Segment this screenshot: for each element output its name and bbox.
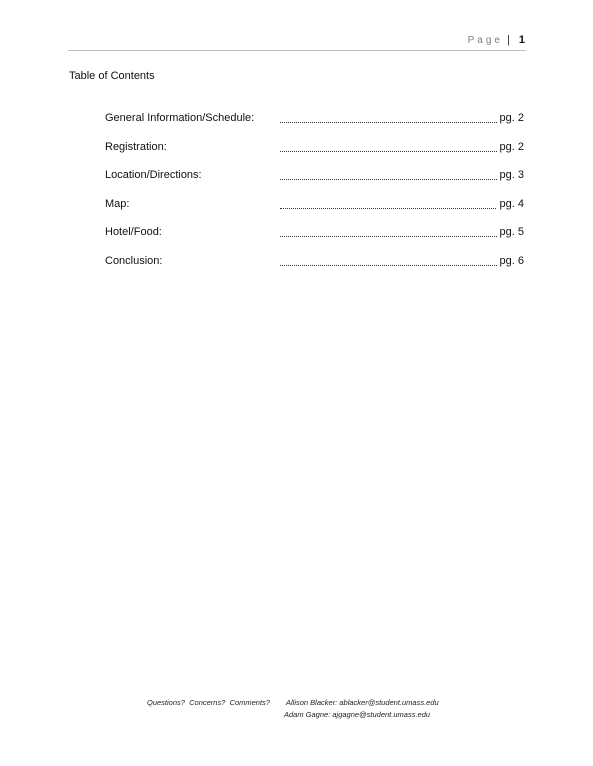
- toc-dot-leader: [280, 235, 497, 237]
- toc-dot-leader: [280, 264, 497, 266]
- toc-entry-label: Registration:: [105, 140, 167, 153]
- toc-entry-page: pg. 4: [499, 197, 524, 210]
- toc-dot-leader: [280, 207, 496, 209]
- footer-questions: Questions? Concerns? Comments?: [147, 698, 270, 707]
- toc-entry-label: Conclusion:: [105, 254, 163, 267]
- toc-entry-page: pg. 5: [499, 226, 524, 239]
- toc-entry[interactable]: [105, 226, 525, 255]
- page-label: Page: [467, 35, 503, 46]
- page-number: 1: [518, 34, 525, 46]
- toc-entry[interactable]: [105, 169, 525, 198]
- page-separator: |: [507, 34, 510, 46]
- toc-entry-page: pg. 2: [499, 112, 524, 124]
- toc-dot-leader: [280, 150, 497, 152]
- toc-title: Table of Contents: [69, 70, 155, 82]
- footer-contact-allison: Allison Blacker: ablacker@student.umass.edu: [286, 698, 439, 707]
- footer-contact-adam: Adam Gagne: ajgagne@student.umass.edu: [284, 710, 431, 719]
- toc-entry-page: pg. 6: [499, 254, 524, 267]
- toc-dot-leader: [280, 178, 497, 180]
- toc-dot-leader: [280, 121, 497, 123]
- toc-entry-label: General Information/Schedule:: [105, 112, 255, 124]
- toc-entry-label: Location/Directions:: [105, 169, 202, 182]
- page-header: [68, 34, 526, 51]
- toc-list: [105, 112, 525, 284]
- toc-entry[interactable]: [105, 198, 525, 227]
- toc-entry-page: pg. 2: [499, 140, 524, 153]
- toc-entry-label: Map:: [105, 197, 130, 210]
- toc-entry[interactable]: [105, 112, 525, 141]
- toc-entry[interactable]: [105, 141, 525, 170]
- toc-entry-label: Hotel/Food:: [105, 226, 162, 239]
- toc-entry[interactable]: [105, 255, 525, 284]
- toc-entry-page: pg. 3: [499, 169, 524, 182]
